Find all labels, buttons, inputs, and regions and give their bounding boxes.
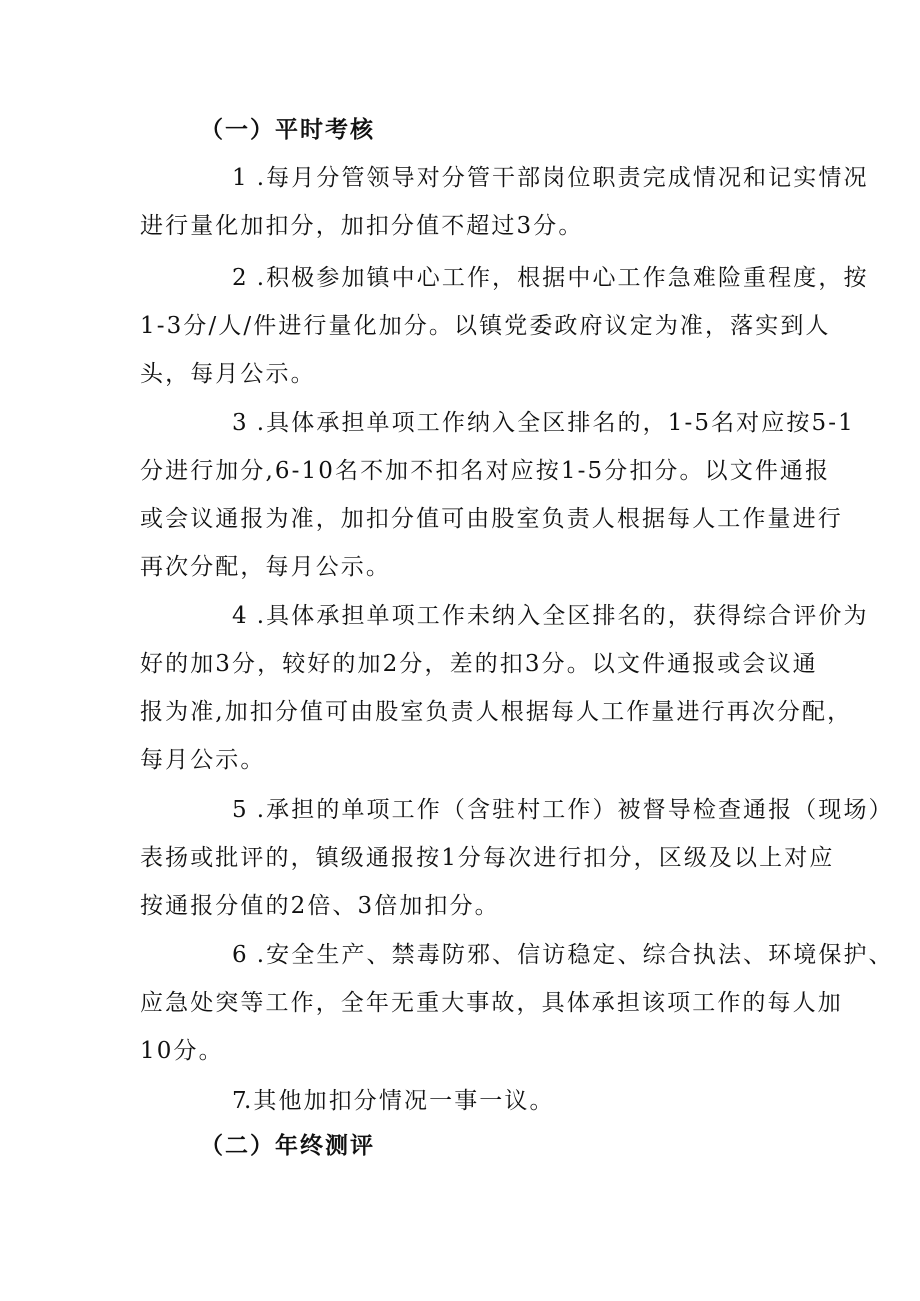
- item-number: 6: [232, 942, 249, 968]
- item-3-line-1: 3 .具体承担单项工作纳入全区排名的，1-5名对应按5-1: [140, 399, 788, 447]
- item-6-line-3: 10分。: [140, 1038, 224, 1064]
- item-3-line-4: 再次分配，每月公示。: [140, 554, 391, 580]
- item-3-line-3: 或会议通报为准，加扣分值可由股室负责人根据每人工作量进行: [140, 506, 843, 532]
- item-6-line-1: 6 .安全生产、禁毒防邪、信访稳定、综合执法、环境保护、: [140, 931, 788, 979]
- item-5-line-2: 表扬或批评的，镇级通报按1分每次进行扣分，区级及以上对应: [140, 845, 835, 871]
- section-heading-regular-assessment: （一）平时考核: [200, 116, 375, 143]
- item-paragraph-3: [140, 399, 855, 591]
- item-number: 5: [232, 797, 249, 823]
- item-6-line-2: 应急处突等工作，全年无重大事故，具体承担该项工作的每人加: [140, 990, 843, 1016]
- item-paragraph-5: [140, 786, 894, 930]
- section-heading-year-end-evaluation: （二）年终测评: [200, 1132, 375, 1159]
- item-7-line-1: 7.其他加扣分情况一事一议。: [140, 1077, 788, 1125]
- item-1-line-1: 1 .每月分管领导对分管干部岗位职责完成情况和记实情况: [140, 154, 788, 202]
- item-5-line-1: 5 .承担的单项工作（含驻村工作）被督导检查通报（现场）: [140, 786, 788, 834]
- item-4-line-3: 报为准,加扣分值可由股室负责人根据每人工作量进行再次分配，: [140, 699, 853, 725]
- item-4-line-1: 4 .具体承担单项工作未纳入全区排名的，获得综合评价为: [140, 592, 788, 640]
- item-4-line-2: 好的加3分，较好的加2分，差的扣3分。以文件通报或会议通: [140, 651, 818, 677]
- item-paragraph-1: [140, 154, 869, 250]
- item-2-line-1: 2 .积极参加镇中心工作，根据中心工作急难险重程度，按: [140, 254, 788, 302]
- item-2-line-3: 头，每月公示。: [140, 361, 316, 387]
- item-1-line-2: 进行量化加扣分，加扣分值不超过3分。: [140, 213, 584, 239]
- item-5-line-3: 按通报分值的2倍、3倍加扣分。: [140, 893, 500, 919]
- item-number: 7: [232, 1088, 249, 1114]
- item-2-line-2: 1-3分/人/件进行量化加分。以镇党委政府议定为准，落实到人: [140, 313, 831, 339]
- item-number: 4: [232, 603, 249, 629]
- item-4-line-4: 每月公示。: [140, 747, 266, 773]
- item-3-line-2: 分进行加分,6-10名不加不扣名对应按1-5分扣分。以文件通报: [140, 458, 831, 484]
- item-number: 1: [232, 165, 249, 191]
- item-paragraph-7: [140, 1077, 788, 1125]
- item-paragraph-2: [140, 254, 869, 398]
- item-paragraph-4: [140, 592, 869, 784]
- item-number: 3: [232, 410, 249, 436]
- item-paragraph-6: [140, 931, 894, 1075]
- item-number: 2: [232, 265, 249, 291]
